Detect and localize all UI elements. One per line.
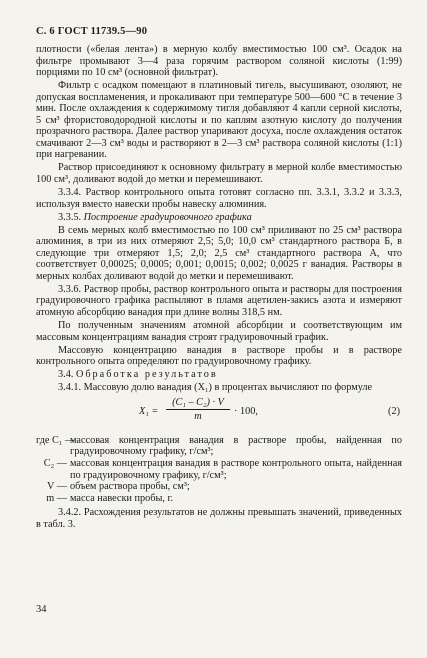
- definition-text: объем раствора пробы, см³;: [70, 481, 190, 493]
- paragraph: По полученным значениям атомной абсорбции и соответствующим им массовым концентрациям ванадия строят градуировочный график.: [36, 320, 402, 343]
- definition-row: [36, 435, 402, 458]
- paragraph: Раствор присоединяют к основному фильтрату в мерной колбе вместимостью 100 см³, доливают водой до метки и перемешивают.: [36, 162, 402, 186]
- page-number: 34: [36, 604, 47, 615]
- definition-symbol: C₂ —: [43, 457, 67, 469]
- definition-text: массовая концентрация ванадия в растворе пробы, найденная по градуировочному графику, г/см³;: [70, 434, 402, 458]
- formula: [36, 397, 402, 433]
- paragraph: 3.3.4. Раствор контрольного опыта готовят согласно пп. 3.3.1, 3.3.2 и 3.3.3, используя вместо навески пробы навеску алюминия.: [36, 187, 402, 210]
- paragraph: В семь мерных колб вместимостью по 100 см³ приливают по 25 см³ раствора алюминия, в три из них отмеряют 2,5; 5,0; 10,0 см³ стандартного раствора Б, в следующие три отмеряют 1,5; 2,0; 2,5 см³ стандартного раствора А, что соответствует 0,00025; 0,0005; 0,001; 0,0015; 0,002; 0,0025 г ванадия. Растворы в мерных колбах доливают водой до метки и перемешивают.: [36, 224, 402, 282]
- definition-text: массовая концентрация ванадия в растворе контрольного опыта, найденная по градуировочному графику, г/см³;: [70, 457, 402, 481]
- definition-symbol: m —: [46, 492, 67, 504]
- section-number: 3.3.5.: [58, 211, 82, 223]
- section-heading: [36, 369, 402, 381]
- paragraph: Массовую концентрацию ванадия в растворе пробы и в растворе контрольного опыта определяют по градуировочному графику.: [36, 344, 402, 368]
- paragraph: 3.4.1. Массовую долю ванадия (X₁) в процентах вычисляют по формуле: [58, 382, 373, 394]
- section-heading: [36, 212, 402, 224]
- definition-symbol: V —: [46, 481, 67, 493]
- body-text: [36, 44, 402, 532]
- formula-tail: · 100,: [234, 405, 258, 417]
- formula-numerator: (C₁ – C₂) · V: [166, 397, 230, 411]
- formula-denominator: m: [194, 411, 202, 423]
- formula-lhs: X₁ =: [139, 405, 159, 417]
- equation-number: (2): [388, 405, 400, 417]
- paragraph: 3.4.2. Расхождения результатов не должны превышать значений, приведенных в табл. 3.: [36, 507, 402, 530]
- definition-text: масса навески пробы, г.: [70, 492, 174, 504]
- definition-symbol: где C₁ —: [36, 434, 76, 446]
- formula-fraction: [166, 397, 230, 423]
- section-title: Обработка результатов: [75, 369, 218, 381]
- definition-row: [36, 493, 402, 505]
- definition-row: [36, 458, 402, 481]
- paragraph: 3.3.6. Раствор пробы, раствор контрольного опыта и растворы для построения градуировочного графика распыляют в пламя ацетилен-закись азота и измеряют атомную абсорбцию ванадия при длине волны 318,5 нм.: [36, 283, 402, 319]
- paragraph: Фильтр с осадком помещают в платиновый тигель, высушивают, озоляют, не допуская воспламенения, и прокаливают при температуре 500—600 °С в течение 3 мин. После охлаждения к содержимому тигля добавляют 4 капли серной кислоты, 5 см³ фтористоводородной кислоты и по каплям азотную кислоту до получения прозрачного раствора. Далее раствор упаривают досуха, после охлаждения остаток смачивают 2—3 см³ воды и растворяют в 2—3 см³ раствора соляной кислоты (1:1) при нагревании.: [36, 80, 402, 161]
- paragraph: плотности («белая лента») в мерную колбу вместимостью 100 см³. Осадок на фильтре промывают 3—4 раза горячим раствором соляной кислоты (1:99) порциями по 10 см³ (основной фильтрат).: [36, 44, 402, 79]
- variable-definitions: [36, 435, 402, 504]
- section-number: 3.4.: [58, 369, 74, 381]
- section-title: Построение градуировочного графика: [83, 211, 252, 223]
- page-header: С. 6 ГОСТ 11739.5—90: [36, 26, 148, 37]
- definition-row: [36, 481, 402, 493]
